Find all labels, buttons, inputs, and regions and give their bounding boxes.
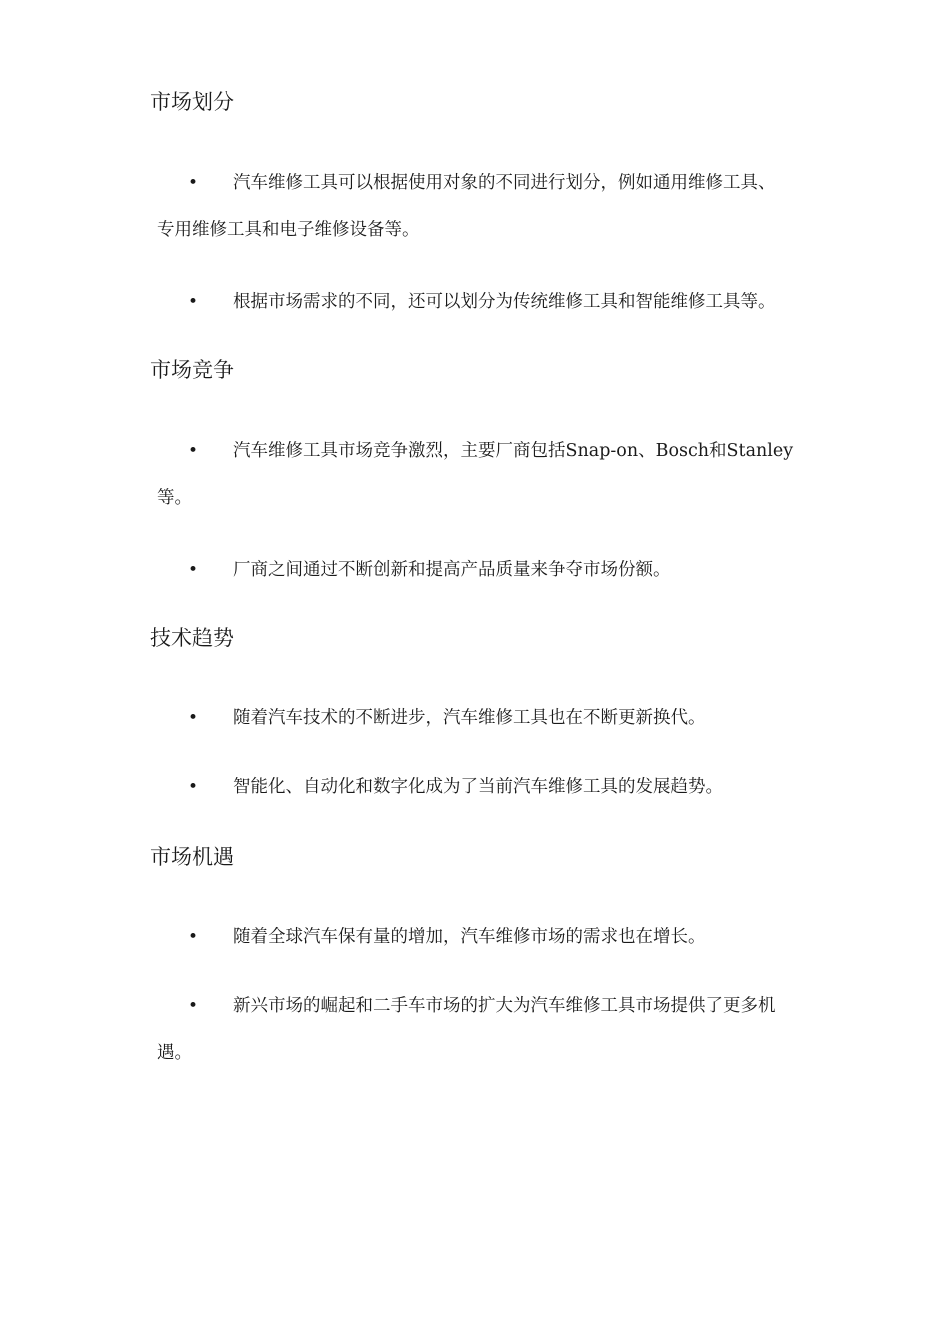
- bullet-text: 汽车维修工具可以根据使用对象的不同进行划分，例如通用维修工具、: [233, 173, 776, 193]
- bullet-text: 厂商之间通过不断创新和提高产品质量来争夺市场份额。: [233, 560, 671, 580]
- bullet-marker: •: [188, 173, 199, 193]
- bullet-text: 新兴市场的崛起和二手车市场的扩大为汽车维修工具市场提供了更多机: [233, 996, 776, 1016]
- bullet-text-continuation: 等。: [157, 488, 192, 508]
- bullet-text: 汽车维修工具市场竞争激烈，主要厂商包括Snap-on、Bosch和Stanley: [233, 441, 794, 461]
- section-heading-technology-trends: 技术趋势: [150, 626, 234, 650]
- bullet-marker: •: [188, 927, 199, 947]
- bullet-marker: •: [188, 441, 199, 461]
- section-heading-market-segmentation: 市场划分: [150, 90, 234, 114]
- bullet-marker: •: [188, 777, 199, 797]
- bullet-text: 随着全球汽车保有量的增加，汽车维修市场的需求也在增长。: [233, 927, 706, 947]
- bullet-text: 随着汽车技术的不断进步，汽车维修工具也在不断更新换代。: [233, 708, 706, 728]
- bullet-text-continuation: 遇。: [157, 1043, 192, 1063]
- bullet-marker: •: [188, 560, 199, 580]
- section-heading-market-opportunities: 市场机遇: [150, 845, 234, 869]
- bullet-text-continuation: 专用维修工具和电子维修设备等。: [157, 220, 420, 240]
- bullet-marker: •: [188, 708, 199, 728]
- bullet-text: 智能化、自动化和数字化成为了当前汽车维修工具的发展趋势。: [233, 777, 723, 797]
- section-heading-market-competition: 市场竞争: [150, 358, 234, 382]
- bullet-marker: •: [188, 292, 199, 312]
- bullet-marker: •: [188, 996, 199, 1016]
- bullet-text: 根据市场需求的不同，还可以划分为传统维修工具和智能维修工具等。: [233, 292, 776, 312]
